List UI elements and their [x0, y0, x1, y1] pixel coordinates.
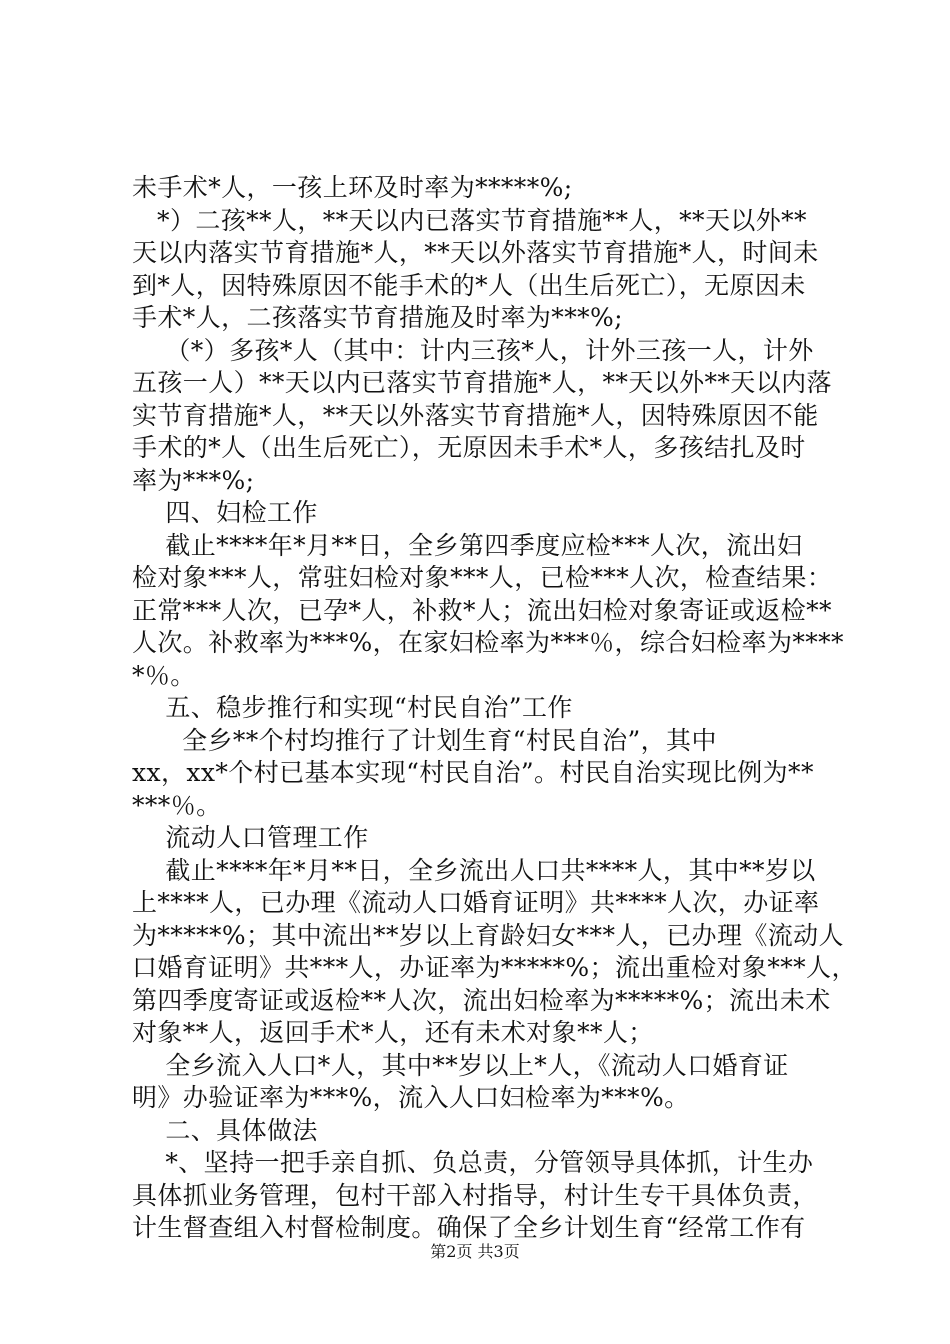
text-line: xx，xx*个村已基本实现“村民自治”。村民自治实现比例为** — [132, 758, 814, 787]
text-line: 第四季度寄证或返检**人次，流出妇检率为*****%；流出未术 — [132, 985, 831, 1015]
text-line: 未手术*人，一孩上环及时率为*****%; — [132, 173, 573, 202]
text-line: 人次。补救率为***%，在家妇检率为***％，综合妇检率为**** — [132, 628, 844, 657]
text-line: 天以内落实节育措施*人，**天以外落实节育措施*人，时间未 — [132, 238, 819, 267]
text-line: *％。 — [132, 660, 196, 690]
document-body — [132, 172, 857, 1245]
text-line: 全乡**个村均推行了计划生育“村民自治”，其中 — [132, 725, 717, 755]
section-heading: 四、妇检工作 — [132, 498, 318, 527]
text-line: 截止****年*月**日，全乡流出人口共****人，其中**岁以 — [132, 855, 816, 885]
text-line: 正常***人次，已孕*人，补救*人；流出妇检对象寄证或返检** — [132, 595, 832, 625]
text-line: *）二孩**人，**天以内已落实节育措施**人，**天以外** — [132, 205, 807, 235]
text-line: 实节育措施*人，**天以外落实节育措施*人，因特殊原因不能 — [132, 400, 819, 430]
text-line: *、坚持一把手亲自抓、负总责，分管领导具体抓，计生办 — [132, 1148, 814, 1177]
text-line: 具体抓业务管理，包村干部入村指导，村计生专干具体负责， — [132, 1180, 818, 1210]
section-heading: 五、稳步推行和实现“村民自治”工作 — [132, 693, 573, 722]
text-line: 检对象***人，常驻妇检对象***人，已检***人次，检查结果： — [132, 563, 833, 592]
section-heading: 二、具体做法 — [132, 1115, 318, 1145]
text-line: 五孩一人）**天以内已落实节育措施*人，**天以外**天以内落 — [132, 368, 832, 397]
text-line: 手术*人，二孩落实节育措施及时率为***%; — [132, 303, 623, 332]
text-line: 到*人，因特殊原因不能手术的*人（出生后死亡），无原因未 — [132, 270, 806, 300]
text-line: 上****人，已办理《流动人口婚育证明》共****人次，办证率 — [132, 888, 820, 917]
text-line: 对象**人，返回手术*人，还有未术对象**人； — [132, 1018, 654, 1047]
text-line: 全乡流入人口*人，其中**岁以上*人，《流动人口婚育证 — [132, 1050, 789, 1080]
text-line: 截止****年*月**日，全乡第四季度应检***人次，流出妇 — [132, 530, 803, 560]
text-line: 明》办验证率为***%，流入人口妇检率为***%。 — [132, 1083, 690, 1112]
text-line: 率为***%; — [132, 465, 255, 495]
section-heading: 流动人口管理工作 — [132, 823, 369, 852]
text-line: 手术的*人（出生后死亡），无原因未手术*人，多孩结扎及时 — [132, 433, 806, 462]
text-line: （*）多孩*人（其中：计内三孩*人，计外三孩一人，计外 — [132, 335, 814, 365]
page-number-footer: 第2页 共3页 — [430, 1242, 520, 1261]
text-line: 为*****%；其中流出**岁以上育龄妇女***人，已办理《流动人 — [132, 920, 844, 950]
text-line: 计生督查组入村督检制度。确保了全乡计划生育“经常工作有 — [132, 1213, 806, 1242]
text-line: ***％。 — [132, 790, 222, 820]
text-line: 口婚育证明》共***人，办证率为*****%；流出重检对象***人， — [132, 953, 857, 982]
